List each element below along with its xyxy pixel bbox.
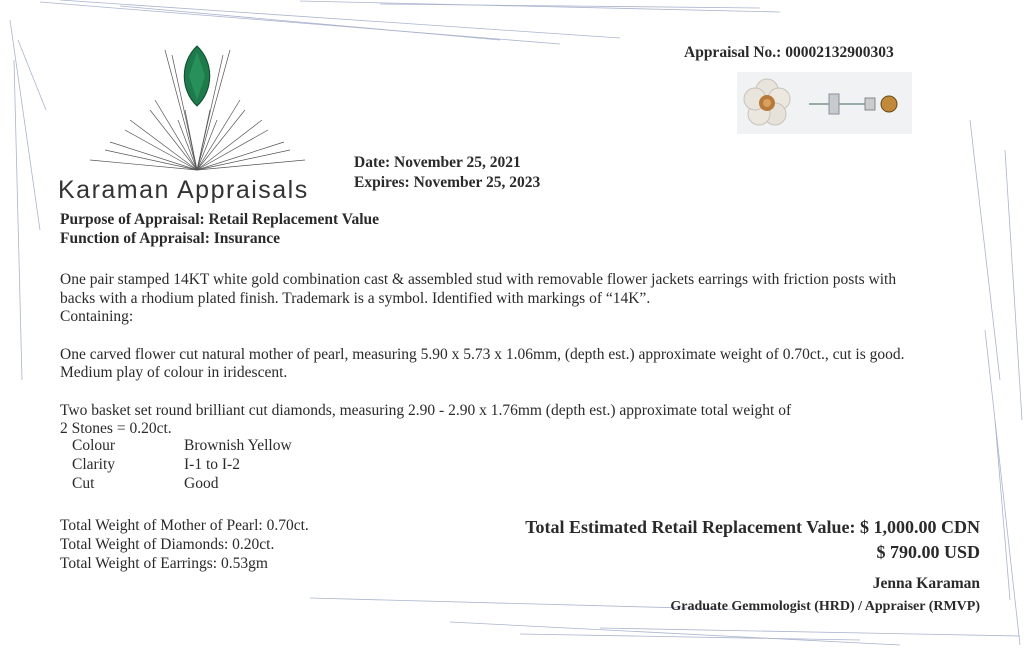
replacement-value-usd: $ 790.00 USD	[876, 542, 980, 562]
diamond-description: Two basket set round brilliant cut diamonds, measuring 2.90 - 2.90 x 1.76mm (depth est.) approximate total weight of	[60, 402, 792, 419]
description-line: Containing:	[60, 308, 134, 325]
replacement-value-cdn: Total Estimated Retail Replacement Value: $ 1,000.00 CDN	[525, 517, 980, 537]
pearl-description: Medium play of colour in iridescent.	[60, 364, 288, 381]
spec-label: Clarity	[72, 456, 116, 473]
purpose-of-appraisal: Purpose of Appraisal: Retail Replacement Value	[60, 211, 380, 228]
company-name: Karaman Appraisals	[58, 176, 309, 204]
spec-row-colour	[72, 437, 292, 455]
spec-value: Good	[184, 475, 219, 492]
earring-photo	[737, 72, 912, 134]
spec-value: I-1 to I-2	[184, 456, 240, 473]
total-earring-weight: Total Weight of Earrings: 0.53gm	[60, 555, 268, 572]
appraiser-name: Jenna Karaman	[872, 575, 980, 592]
spec-row-cut	[72, 475, 219, 493]
spec-row-clarity	[72, 456, 240, 474]
function-of-appraisal: Function of Appraisal: Insurance	[60, 230, 281, 247]
spec-value: Brownish Yellow	[184, 437, 292, 454]
pearl-description: One carved flower cut natural mother of pearl, measuring 5.90 x 5.73 x 1.06mm, (depth est.) approximate weight of 0.70ct., cut is good.	[60, 346, 905, 363]
spec-label: Colour	[72, 437, 116, 454]
description-line: backs with a rhodium plated finish. Trademark is a symbol. Identified with markings of “14K”.	[60, 290, 651, 307]
appraisal-number: Appraisal No.: 00002132900303	[684, 44, 894, 61]
description-line: One pair stamped 14KT white gold combination cast & assembled stud with removable flower jackets earrings with friction posts with	[60, 271, 897, 288]
appraisal-date: Date: November 25, 2021	[354, 154, 521, 171]
total-diamond-weight: Total Weight of Diamonds: 0.20ct.	[60, 536, 275, 553]
total-pearl-weight: Total Weight of Mother of Pearl: 0.70ct.	[60, 517, 309, 534]
diamond-description: 2 Stones = 0.20ct.	[60, 420, 172, 437]
spec-label: Cut	[72, 475, 95, 492]
expiry-date: Expires: November 25, 2023	[354, 174, 541, 191]
appraiser-title: Graduate Gemmologist (HRD) / Appraiser (RMVP)	[670, 599, 980, 614]
